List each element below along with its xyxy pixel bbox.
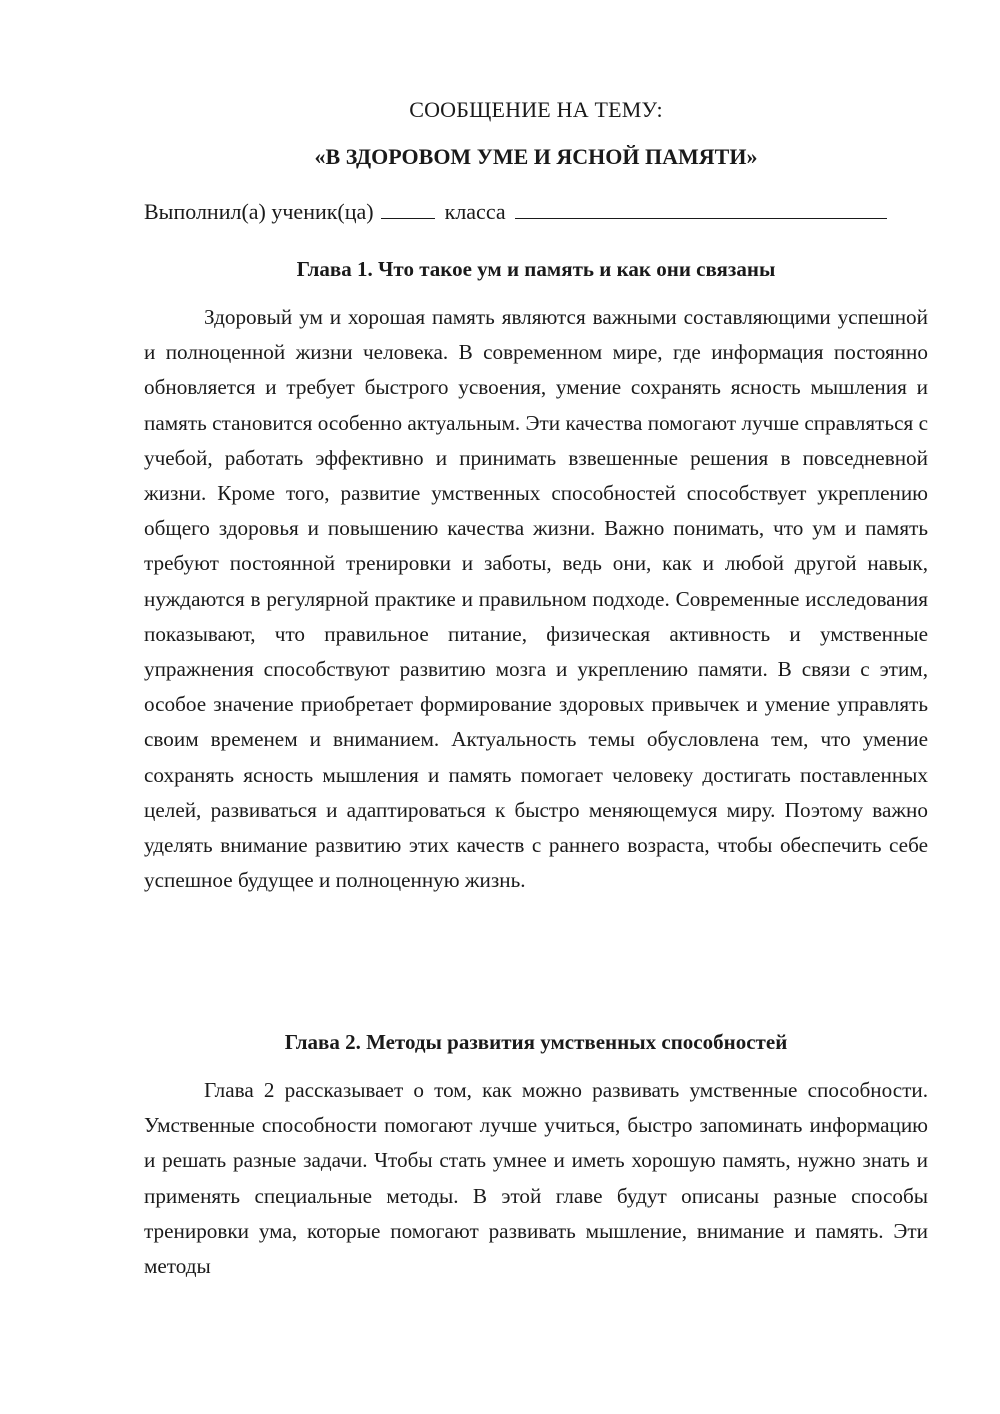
chapter-2-heading: Глава 2. Методы развития умственных способностей [284,1030,788,1054]
document-title-line-1: СООБЩЕНИЕ НА ТЕМУ: [409,97,663,122]
chapter-1-paragraph: Здоровый ум и хорошая память являются важными составляющими успешной и полноценной жизни человека. В современном мире, где информация постоянно обновляется и требует быстрого усвоения, умение сохранять ясность мышления и память становится особенно актуальным. Эти качества помогают лучше справляться с учебой, работать эффективно и принимать взвешенные решения в повседневной жизни. Кроме того, развитие умственных способностей способствует укреплению общего здоровья и повышению качества жизни. Важно понимать, что ум и память требуют постоянной тренировки и заботы, ведь они, как и любой другой навык, нуждаются в регулярной практике и правильном подходе. Современные исследования показывают, что правильное питание, физическая активность и умственные упражнения способствуют развитию мозга и укреплению памяти. В связи с этим, особое значение приобретает формирование здоровых привычек и умение управлять своим временем и вниманием. Актуальность темы обусловлена тем, что умение сохранять ясность мышления и память помогает человеку достигать поставленных целей, развиваться и адаптироваться к быстро меняющемуся миру. Поэтому важно уделять внимание развитию этих качеств с раннего возраста, чтобы обеспечить себе успешное будущее и полноценную жизнь. [144,305,928,893]
chapter-1-heading: Глава 1. Что такое ум и память и как они связаны [296,257,776,281]
author-line [144,197,928,227]
chapter-2-paragraph: Глава 2 рассказывает о том, как можно развивать умственные способности. Умственные способности помогают лучше учиться, быстро запоминать информацию и решать разные задачи. Чтобы стать умнее и иметь хорошую память, нужно знать и применять специальные методы. В этой главе будут описаны разные способы тренировки ума, которые помогают развивать мышление, внимание и память. Эти методы [144,1078,928,1279]
author-prefix: Выполнил(а) ученик(ца) [144,199,374,224]
author-name-blank [515,198,887,219]
class-number-blank [381,198,435,219]
author-class-label: класса [444,199,506,224]
document-title-line-2: «В ЗДОРОВОМ УМЕ И ЯСНОЙ ПАМЯТИ» [314,144,758,169]
